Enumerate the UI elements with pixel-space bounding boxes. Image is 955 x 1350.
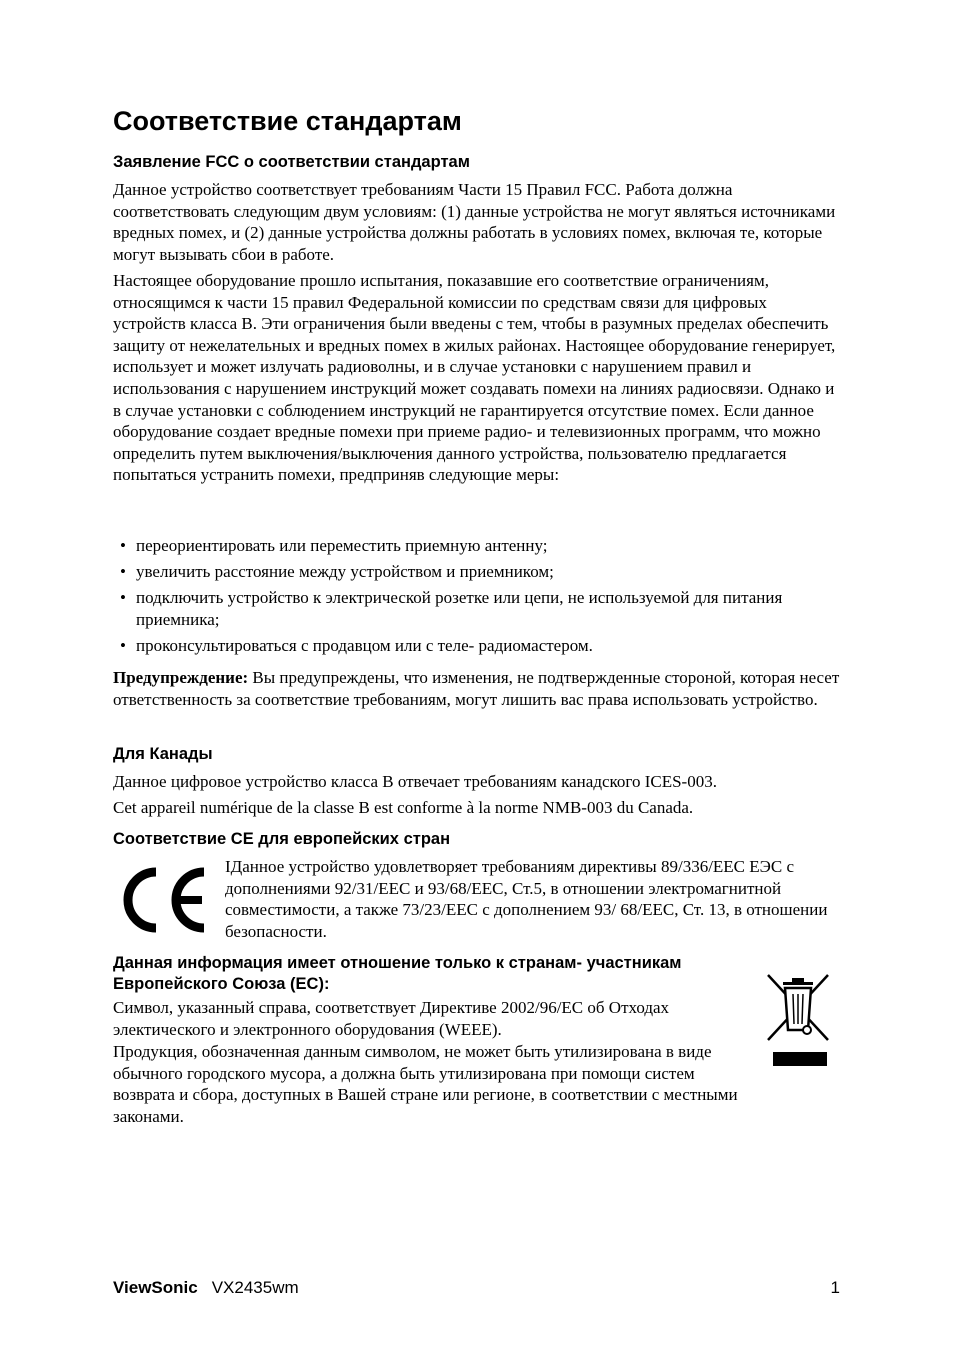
warning-text: Вы предупреждены, что изменения, не подтвержденные стороной, которая несет ответственность за соответствие требованиям, могут лишить вас права использовать устройство. [113, 668, 840, 709]
fcc-bullet-item [120, 587, 820, 630]
weee-paragraph-1: Символ, указанный справа, соответствует Директиве 2002/96/EC об Отходах электического и электронного оборудования (WEEE). [113, 998, 670, 1039]
crossed-out-bin-icon [765, 972, 833, 1070]
canada-line-ru: Данное цифровое устройство класса B отвечает требованиям канадского ICES-003. [113, 772, 717, 791]
fcc-heading: Заявление FCC о соответствии стандартам [113, 153, 470, 171]
bullet-icon: • [120, 562, 126, 581]
footer-brand: ViewSonic [113, 1278, 198, 1297]
fcc-paragraph-2: Настоящее оборудование прошло испытания, показавшие его соответствие ограничениям, относящимся к части 15 правил Федеральной комиссии по средствам связи для цифровых устройств класса B. Эти ограничения были введены с тем, чтобы в разумных пределах обеспечить защиту от нежелательных и вредных помех в жилых районах. Настоящее оборудование генерирует, использует и может излучать радиоволны, и в случае установки с нарушением правил и использования с нарушением инструкций может создавать помехи на линиях радиосвязи. Однако и в случае установки с соблюдением инструкций не гарантируется отсутствие помех. Если данное оборудование создает вредные помехи при приеме радио- и телевизионных программ, что можно определить путем выключения/выключения данного устройства, пользователю предлагается попытаться устранить помехи, предприняв следующие меры: [113, 271, 836, 485]
bullet-icon: • [120, 636, 126, 655]
bullet-text: увеличить расстояние между устройством и приемником; [136, 562, 554, 581]
weee-heading: Данная информация имеет отношение только к странам- участникам Европейского Союза (ЕС): [113, 954, 682, 993]
canada-heading: Для Канады [113, 745, 213, 763]
fcc-paragraph-1: Данное устройство соответствует требованиям Части 15 Правил FCC. Работа должна соответствовать следующим двум условиям: (1) данные устройства не могут являться источниками вредных помех, и (2) данные устройства должны работать в условиях помех, включая те, которые могут вызывать сбои в работе. [113, 180, 836, 264]
bullet-text: переориентировать или переместить приемную антенну; [136, 536, 548, 555]
ce-heading: Соответствие СЕ для европейских стран [113, 830, 451, 848]
fcc-bullet-item [120, 635, 820, 657]
fcc-bullet-item [120, 561, 820, 583]
fcc-warning [113, 667, 840, 710]
bullet-text: подключить устройство к электрической розетке или цепи, не используемой для питания приемника; [136, 588, 783, 629]
fcc-bullet-item [120, 535, 820, 557]
ce-text: IДанное устройство удовлетворяет требованиям директивы 89/336/EEC ЕЭС с дополнениями 92/31/EEC и 93/68/EEC, Ст.5, в отношении электромагнитной совместимости, а также 73/23/EEC с дополнением 93/ 68/EEC, Ст. 13, в отношении безопасности. [225, 857, 828, 941]
ce-mark-icon [120, 866, 210, 934]
canada-line-fr: Cet appareil numérique de la classe B est conforme à la norme NMB-003 du Canada. [113, 798, 694, 817]
page-footer [113, 1277, 840, 1299]
weee-paragraph-2: Продукция, обозначенная данным символом, не может быть утилизирована в виде обычного городского мусора, а должна быть утилизирована при помощи систем возврата и сбора, доступных в Вашей стране или регионе, в соответствии с местными законами. [113, 1042, 738, 1126]
bullet-icon: • [120, 588, 126, 607]
bullet-text: проконсультироваться с продавцом или с теле- радиомастером. [136, 636, 593, 655]
footer-model: VX2435wm [211, 1278, 299, 1297]
warning-label: Предупреждение: [113, 668, 249, 687]
page-number: 1 [830, 1278, 840, 1297]
page-title: Соответствие стандартам [113, 106, 462, 136]
bullet-icon: • [120, 536, 126, 555]
